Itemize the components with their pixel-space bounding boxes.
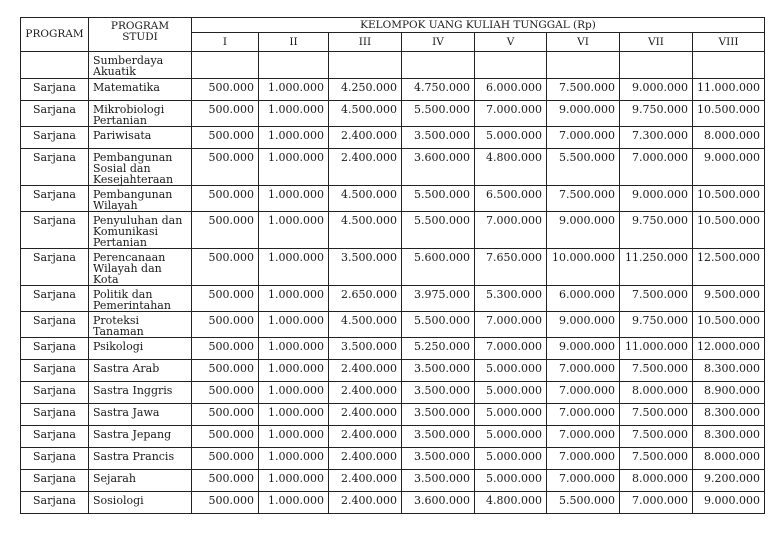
- cell-program: Sarjana: [21, 360, 89, 382]
- cell-program: Sarjana: [21, 338, 89, 360]
- header-row-group: [21, 18, 765, 33]
- cell-ukt-value: 1.000.000: [259, 492, 329, 514]
- cell-program-studi: [89, 212, 192, 249]
- cell-ukt-value: 10.000.000: [547, 249, 620, 286]
- studi-line: Pertanian: [93, 114, 147, 127]
- cell-ukt-value: 1.000.000: [259, 249, 329, 286]
- cell-ukt-value: 5.500.000: [547, 149, 620, 186]
- cell-ukt-value: 4.750.000: [402, 79, 475, 101]
- header-group-i: I: [192, 33, 259, 52]
- cell-ukt-value: 5.000.000: [475, 360, 547, 382]
- cell-ukt-value: 1.000.000: [259, 360, 329, 382]
- cell-ukt-value: 9.000.000: [693, 492, 765, 514]
- cell-ukt-value: 7.000.000: [547, 360, 620, 382]
- cell-ukt-value: 7.000.000: [620, 492, 693, 514]
- fee-table-container: [20, 17, 765, 514]
- cell-ukt-value: 7.000.000: [547, 426, 620, 448]
- cell-program-studi: [89, 492, 192, 514]
- studi-line: Pembangunan: [93, 188, 173, 201]
- cell-ukt-value: 3.500.000: [402, 360, 475, 382]
- studi-line: Perencanaan: [93, 251, 166, 264]
- cell-ukt-value: 3.500.000: [402, 470, 475, 492]
- cell-program-studi: [89, 404, 192, 426]
- cell-ukt-value: 500.000: [192, 186, 259, 212]
- cell-ukt-value: 5.500.000: [547, 492, 620, 514]
- cell-ukt-value: 2.400.000: [329, 426, 402, 448]
- studi-line: Kesejahteraan: [93, 173, 174, 186]
- cell-ukt-value: 3.500.000: [329, 338, 402, 360]
- cell-ukt-value: 7.000.000: [547, 382, 620, 404]
- cell-ukt-value: 9.750.000: [620, 312, 693, 338]
- cell-program: Sarjana: [21, 312, 89, 338]
- cell-program: Sarjana: [21, 186, 89, 212]
- cell-ukt-value: 500.000: [192, 249, 259, 286]
- cell-ukt-value: 7.500.000: [620, 404, 693, 426]
- cell-ukt-value: 4.800.000: [475, 492, 547, 514]
- cell-ukt-value: 9.750.000: [620, 212, 693, 249]
- cell-ukt-value: 2.400.000: [329, 492, 402, 514]
- cell-ukt-value: 2.400.000: [329, 404, 402, 426]
- cell-ukt-value: 9.000.000: [547, 101, 620, 127]
- cell-ukt-value: 9.000.000: [693, 149, 765, 186]
- cell-ukt-value: 500.000: [192, 286, 259, 312]
- table-row: [21, 101, 765, 127]
- studi-line: Matematika: [93, 81, 160, 94]
- cell-ukt-value: 10.500.000: [693, 101, 765, 127]
- table-row: [21, 212, 765, 249]
- cell-ukt-value: 1.000.000: [259, 448, 329, 470]
- header-kelompok-ukt: KELOMPOK UANG KULIAH TUNGGAL (Rp): [192, 18, 765, 33]
- studi-line: Tanaman: [93, 325, 144, 338]
- cell-empty: [475, 52, 547, 79]
- cell-program-studi: [89, 101, 192, 127]
- cell-empty: [620, 52, 693, 79]
- table-row: [21, 404, 765, 426]
- cell-ukt-value: 3.500.000: [329, 249, 402, 286]
- cell-ukt-value: 5.600.000: [402, 249, 475, 286]
- cell-ukt-value: 7.000.000: [475, 338, 547, 360]
- cell-ukt-value: 3.600.000: [402, 149, 475, 186]
- cell-program: Sarjana: [21, 404, 89, 426]
- cell-ukt-value: 8.000.000: [620, 382, 693, 404]
- cell-ukt-value: 1.000.000: [259, 79, 329, 101]
- cell-ukt-value: 10.500.000: [693, 186, 765, 212]
- cell-ukt-value: 8.300.000: [693, 404, 765, 426]
- cell-ukt-value: 500.000: [192, 360, 259, 382]
- studi-line: Sosiologi: [93, 494, 144, 507]
- studi-line: Pariwisata: [93, 129, 152, 142]
- cell-ukt-value: 3.500.000: [402, 426, 475, 448]
- cell-ukt-value: 8.000.000: [693, 448, 765, 470]
- cell-ukt-value: 6.000.000: [547, 286, 620, 312]
- cell-program-studi: [89, 186, 192, 212]
- cell-program-studi: [89, 338, 192, 360]
- header-group-v: V: [475, 33, 547, 52]
- cell-ukt-value: 5.500.000: [402, 186, 475, 212]
- cell-ukt-value: 11.000.000: [620, 338, 693, 360]
- studi-line: Psikologi: [93, 340, 144, 353]
- cell-ukt-value: 9.500.000: [693, 286, 765, 312]
- header-group-viii: VIII: [693, 33, 765, 52]
- cell-ukt-value: 9.000.000: [547, 338, 620, 360]
- studi-line: Kota: [93, 273, 119, 286]
- header-group-iii: III: [329, 33, 402, 52]
- cell-ukt-value: 5.500.000: [402, 212, 475, 249]
- table-row: [21, 492, 765, 514]
- cell-ukt-value: 3.500.000: [402, 127, 475, 149]
- cell-ukt-value: 2.400.000: [329, 360, 402, 382]
- studi-line: Sastra Jepang: [93, 428, 172, 441]
- cell-program-studi: [89, 426, 192, 448]
- cell-program-studi: [89, 382, 192, 404]
- cell-ukt-value: 7.500.000: [620, 360, 693, 382]
- header-program: PROGRAM: [21, 18, 89, 52]
- cell-ukt-value: 500.000: [192, 127, 259, 149]
- cell-empty: [329, 52, 402, 79]
- cell-program: Sarjana: [21, 127, 89, 149]
- cell-program: Sarjana: [21, 101, 89, 127]
- cell-ukt-value: 1.000.000: [259, 338, 329, 360]
- studi-line: Sastra Jawa: [93, 406, 160, 419]
- cell-ukt-value: 5.250.000: [402, 338, 475, 360]
- studi-line: Sastra Arab: [93, 362, 160, 375]
- cell-ukt-value: 8.300.000: [693, 360, 765, 382]
- cell-ukt-value: 11.250.000: [620, 249, 693, 286]
- header-studi-line: PROGRAM: [110, 20, 170, 32]
- cell-empty: [547, 52, 620, 79]
- header-program-studi: [89, 18, 192, 52]
- cell-ukt-value: 500.000: [192, 382, 259, 404]
- cell-ukt-value: 6.500.000: [475, 186, 547, 212]
- cell-ukt-value: 500.000: [192, 492, 259, 514]
- cell-ukt-value: 7.500.000: [620, 426, 693, 448]
- cell-ukt-value: 7.000.000: [620, 149, 693, 186]
- cell-ukt-value: 1.000.000: [259, 149, 329, 186]
- cell-ukt-value: 500.000: [192, 312, 259, 338]
- cell-program-studi: [89, 286, 192, 312]
- cell-program-studi: [89, 52, 192, 79]
- cell-program: Sarjana: [21, 79, 89, 101]
- studi-line: Sejarah: [93, 472, 136, 485]
- table-row: [21, 470, 765, 492]
- table-row: [21, 79, 765, 101]
- studi-line: Politik dan: [93, 288, 153, 301]
- cell-ukt-value: 7.000.000: [547, 470, 620, 492]
- cell-ukt-value: 12.500.000: [693, 249, 765, 286]
- studi-line: Sastra Inggris: [93, 384, 173, 397]
- cell-ukt-value: 11.000.000: [693, 79, 765, 101]
- cell-ukt-value: 1.000.000: [259, 470, 329, 492]
- cell-ukt-value: 5.000.000: [475, 426, 547, 448]
- cell-ukt-value: 5.000.000: [475, 382, 547, 404]
- cell-ukt-value: 500.000: [192, 470, 259, 492]
- header-group-iv: IV: [402, 33, 475, 52]
- cell-empty: [402, 52, 475, 79]
- cell-ukt-value: 5.000.000: [475, 470, 547, 492]
- cell-ukt-value: 4.500.000: [329, 312, 402, 338]
- table-row: [21, 360, 765, 382]
- header-group-ii: II: [259, 33, 329, 52]
- cell-ukt-value: 500.000: [192, 79, 259, 101]
- cell-ukt-value: 7.000.000: [547, 448, 620, 470]
- cell-program-studi: [89, 360, 192, 382]
- cell-ukt-value: 4.500.000: [329, 101, 402, 127]
- cell-ukt-value: 1.000.000: [259, 286, 329, 312]
- cell-ukt-value: 2.400.000: [329, 127, 402, 149]
- cell-ukt-value: 8.000.000: [693, 127, 765, 149]
- cell-ukt-value: 7.000.000: [547, 404, 620, 426]
- cell-ukt-value: 500.000: [192, 338, 259, 360]
- cell-ukt-value: 500.000: [192, 149, 259, 186]
- cell-ukt-value: 1.000.000: [259, 186, 329, 212]
- cell-program-studi: [89, 312, 192, 338]
- cell-program-studi: [89, 79, 192, 101]
- cell-ukt-value: 2.400.000: [329, 382, 402, 404]
- cell-ukt-value: 7.000.000: [475, 312, 547, 338]
- cell-program-studi: [89, 448, 192, 470]
- cell-ukt-value: 4.500.000: [329, 212, 402, 249]
- studi-line: Pembangunan: [93, 151, 173, 164]
- table-row: [21, 186, 765, 212]
- cell-ukt-value: 7.500.000: [547, 79, 620, 101]
- cell-ukt-value: 9.000.000: [620, 186, 693, 212]
- cell-ukt-value: 2.400.000: [329, 470, 402, 492]
- cell-ukt-value: 3.500.000: [402, 448, 475, 470]
- table-row: [21, 338, 765, 360]
- table-row: [21, 127, 765, 149]
- cell-ukt-value: 500.000: [192, 101, 259, 127]
- cell-ukt-value: 1.000.000: [259, 212, 329, 249]
- cell-ukt-value: 3.600.000: [402, 492, 475, 514]
- cell-ukt-value: 7.500.000: [620, 448, 693, 470]
- studi-line: Akuatik: [93, 65, 136, 78]
- cell-program: Sarjana: [21, 382, 89, 404]
- ukt-fee-table: [20, 17, 765, 514]
- cell-ukt-value: 500.000: [192, 404, 259, 426]
- cell-ukt-value: 1.000.000: [259, 404, 329, 426]
- cell-ukt-value: 2.400.000: [329, 149, 402, 186]
- table-row: [21, 149, 765, 186]
- studi-line: Sumberdaya: [93, 54, 164, 67]
- studi-line: Sastra Prancis: [93, 450, 175, 463]
- cell-ukt-value: 1.000.000: [259, 127, 329, 149]
- cell-ukt-value: 9.000.000: [620, 79, 693, 101]
- cell-ukt-value: 1.000.000: [259, 312, 329, 338]
- cell-ukt-value: 5.000.000: [475, 448, 547, 470]
- cell-ukt-value: 4.500.000: [329, 186, 402, 212]
- cell-ukt-value: 2.400.000: [329, 448, 402, 470]
- cell-ukt-value: 4.250.000: [329, 79, 402, 101]
- cell-ukt-value: 7.000.000: [475, 101, 547, 127]
- cell-program-studi: [89, 249, 192, 286]
- cell-ukt-value: 7.500.000: [547, 186, 620, 212]
- cell-ukt-value: 7.000.000: [547, 127, 620, 149]
- cell-ukt-value: 9.750.000: [620, 101, 693, 127]
- cell-ukt-value: 7.300.000: [620, 127, 693, 149]
- table-row: [21, 249, 765, 286]
- cell-ukt-value: 3.500.000: [402, 382, 475, 404]
- cell-ukt-value: 7.500.000: [620, 286, 693, 312]
- studi-line: Pemerintahan: [93, 299, 171, 312]
- cell-ukt-value: 5.500.000: [402, 312, 475, 338]
- cell-ukt-value: 5.300.000: [475, 286, 547, 312]
- cell-empty: [693, 52, 765, 79]
- cell-ukt-value: 10.500.000: [693, 212, 765, 249]
- cell-ukt-value: 8.300.000: [693, 426, 765, 448]
- cell-ukt-value: 7.650.000: [475, 249, 547, 286]
- cell-ukt-value: 9.000.000: [547, 212, 620, 249]
- header-group-vi: VI: [547, 33, 620, 52]
- table-row-continuation: [21, 52, 765, 79]
- cell-ukt-value: 4.800.000: [475, 149, 547, 186]
- cell-ukt-value: 8.900.000: [693, 382, 765, 404]
- cell-ukt-value: 9.200.000: [693, 470, 765, 492]
- studi-line: Wilayah dan: [93, 262, 162, 275]
- header-group-vii: VII: [620, 33, 693, 52]
- cell-ukt-value: 10.500.000: [693, 312, 765, 338]
- cell-ukt-value: 1.000.000: [259, 101, 329, 127]
- cell-ukt-value: 2.650.000: [329, 286, 402, 312]
- cell-ukt-value: 500.000: [192, 212, 259, 249]
- cell-empty: [192, 52, 259, 79]
- cell-ukt-value: 7.000.000: [475, 212, 547, 249]
- cell-program: Sarjana: [21, 470, 89, 492]
- table-row: [21, 448, 765, 470]
- cell-ukt-value: 5.000.000: [475, 127, 547, 149]
- studi-line: Mikrobiologi: [93, 103, 165, 116]
- cell-program-studi: [89, 470, 192, 492]
- cell-program: Sarjana: [21, 149, 89, 186]
- table-row: [21, 426, 765, 448]
- cell-ukt-value: 500.000: [192, 448, 259, 470]
- cell-ukt-value: 5.500.000: [402, 101, 475, 127]
- cell-program: Sarjana: [21, 212, 89, 249]
- studi-line: Proteksi: [93, 314, 140, 327]
- cell-program: [21, 52, 89, 79]
- table-row: [21, 286, 765, 312]
- cell-ukt-value: 1.000.000: [259, 382, 329, 404]
- table-row: [21, 312, 765, 338]
- cell-program: Sarjana: [21, 249, 89, 286]
- table-row: [21, 382, 765, 404]
- table-body: [21, 52, 765, 514]
- header-studi-line: STUDI: [122, 31, 158, 43]
- studi-line: Wilayah: [93, 199, 138, 212]
- cell-program-studi: [89, 149, 192, 186]
- cell-program: Sarjana: [21, 286, 89, 312]
- cell-program: Sarjana: [21, 448, 89, 470]
- cell-ukt-value: 500.000: [192, 426, 259, 448]
- cell-ukt-value: 6.000.000: [475, 79, 547, 101]
- cell-program: Sarjana: [21, 426, 89, 448]
- cell-ukt-value: 1.000.000: [259, 426, 329, 448]
- cell-ukt-value: 3.500.000: [402, 404, 475, 426]
- cell-ukt-value: 3.975.000: [402, 286, 475, 312]
- studi-line: Penyuluhan dan: [93, 214, 183, 227]
- cell-ukt-value: 12.000.000: [693, 338, 765, 360]
- cell-program-studi: [89, 127, 192, 149]
- studi-line: Sosial dan: [93, 162, 151, 175]
- cell-ukt-value: 8.000.000: [620, 470, 693, 492]
- studi-line: Komunikasi: [93, 225, 159, 238]
- cell-ukt-value: 5.000.000: [475, 404, 547, 426]
- cell-ukt-value: 9.000.000: [547, 312, 620, 338]
- cell-empty: [259, 52, 329, 79]
- studi-line: Pertanian: [93, 236, 147, 249]
- cell-program: Sarjana: [21, 492, 89, 514]
